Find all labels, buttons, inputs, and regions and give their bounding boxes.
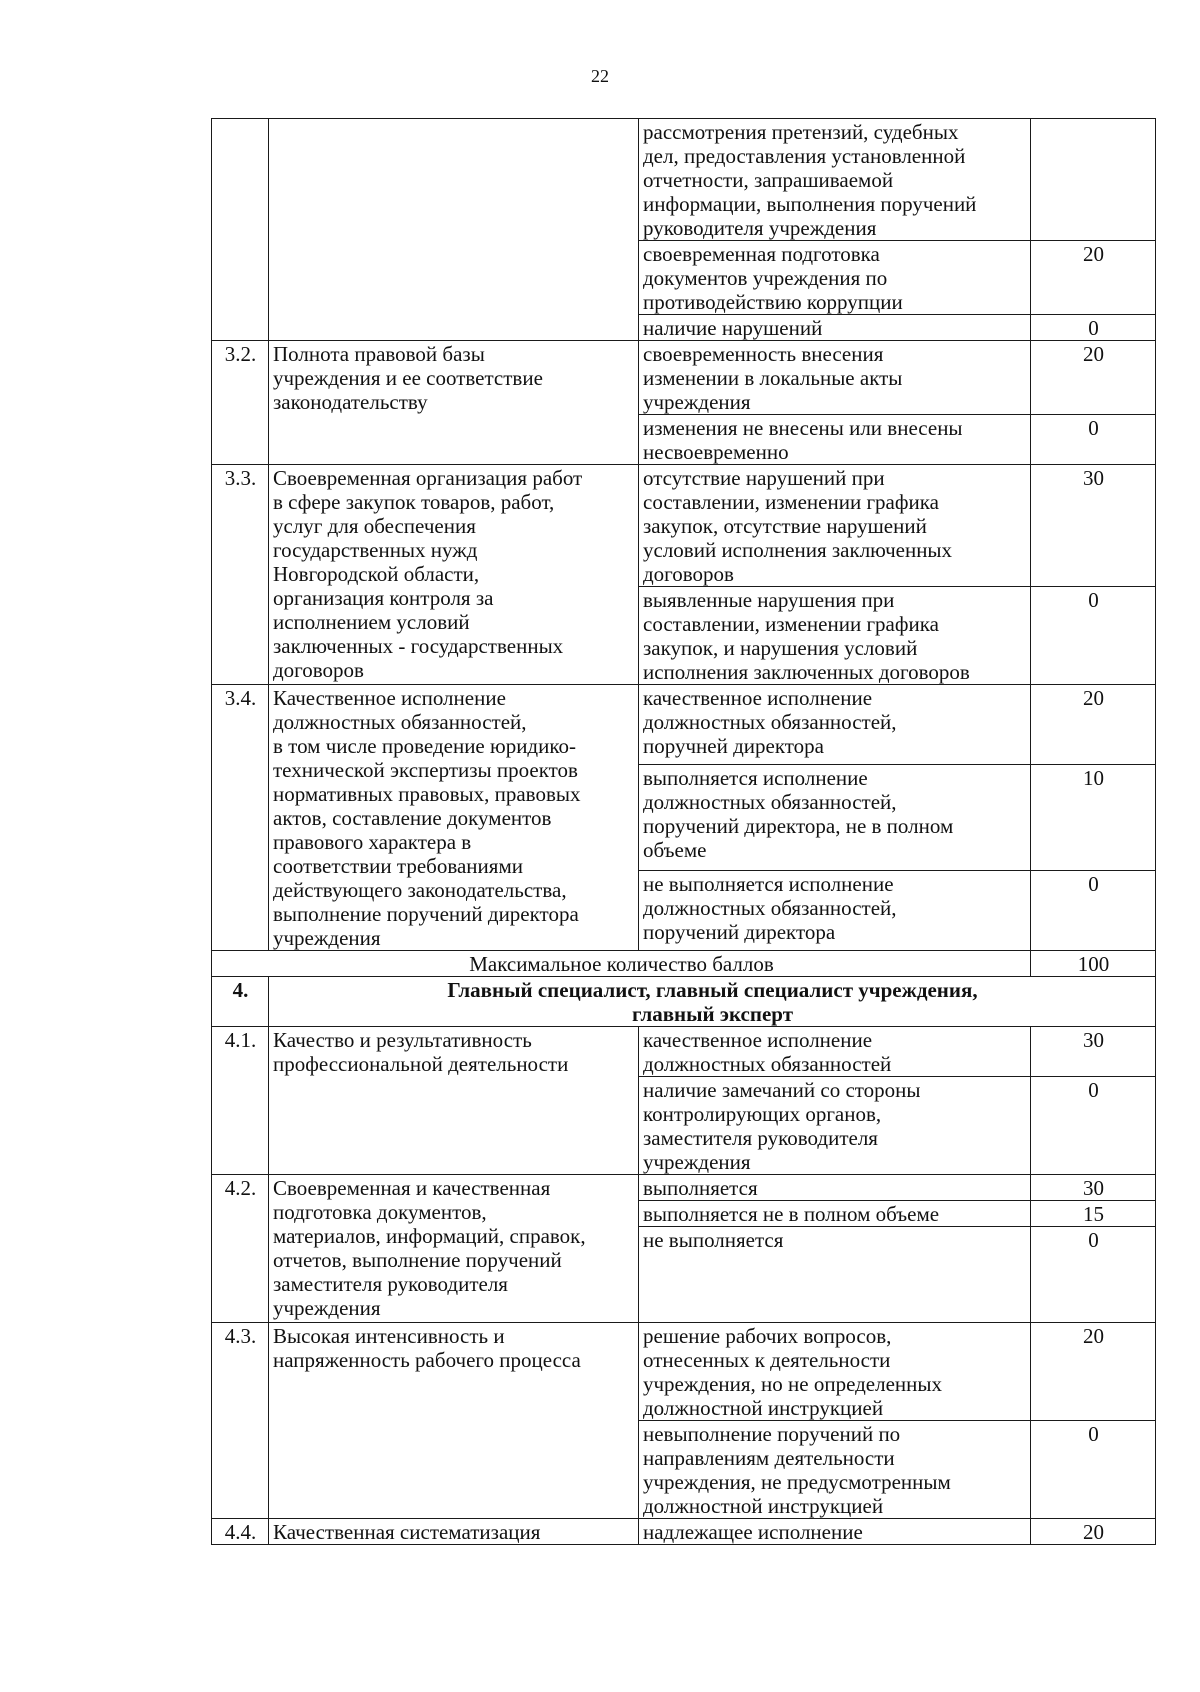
criteria-table — [211, 118, 1156, 1545]
condition-cell: выявленные нарушения при составлении, изменении графика закупок, и нарушения условий исполнения заключенных договоров — [639, 587, 1031, 685]
criterion-cell: Качество и результативность профессиональной деятельности — [269, 1027, 639, 1175]
points-cell: 10 — [1031, 765, 1156, 871]
condition-cell: наличие нарушений — [639, 315, 1031, 341]
condition-cell: выполняется не в полном объеме — [639, 1201, 1031, 1227]
condition-cell: отсутствие нарушений при составлении, изменении графика закупок, отсутствие нарушений условий исполнения заключенных договоров — [639, 465, 1031, 587]
condition-cell: качественное исполнение должностных обязанностей — [639, 1027, 1031, 1077]
table-row — [212, 685, 1156, 765]
points-cell: 30 — [1031, 1175, 1156, 1201]
total-label: Максимальное количество баллов — [212, 951, 1031, 977]
section-header-row — [212, 977, 1156, 1027]
criterion-cell: Качественное исполнение должностных обязанностей, в том числе проведение юридико- технической экспертизы проектов нормативных правовых, правовых актов, составление документов правового характера в соответствии требованиями действующего законодательства, выполнение поручений директора учреждения — [269, 685, 639, 951]
points-cell: 0 — [1031, 1421, 1156, 1519]
row-number-cell: 4.4. — [212, 1519, 269, 1545]
table-row — [212, 119, 1156, 241]
table-row — [212, 465, 1156, 587]
row-number-cell: 4.2. — [212, 1175, 269, 1323]
condition-cell: выполняется — [639, 1175, 1031, 1201]
row-number-cell: 3.2. — [212, 341, 269, 465]
points-cell: 20 — [1031, 1519, 1156, 1545]
criterion-cell: Полнота правовой базы учреждения и ее соответствие законодательству — [269, 341, 639, 465]
condition-cell: рассмотрения претензий, судебных дел, предоставления установленной отчетности, запрашиваемой информации, выполнения поручений руководителя учреждения — [639, 119, 1031, 241]
points-cell: 30 — [1031, 465, 1156, 587]
condition-cell: выполняется исполнение должностных обязанностей, поручений директора, не в полном объеме — [639, 765, 1031, 871]
points-cell: 30 — [1031, 1027, 1156, 1077]
criterion-cell: Своевременная и качественная подготовка документов, материалов, информаций, справок, отчетов, выполнение поручений заместителя руководителя учреждения — [269, 1175, 639, 1323]
points-cell: 20 — [1031, 341, 1156, 415]
table-row — [212, 1519, 1156, 1545]
points-cell: 20 — [1031, 685, 1156, 765]
page-number: 22 — [591, 66, 609, 86]
condition-cell: наличие замечаний со стороны контролирующих органов, заместителя руководителя учреждения — [639, 1077, 1031, 1175]
section-number: 4. — [212, 977, 269, 1027]
table-row — [212, 1323, 1156, 1421]
points-cell: 0 — [1031, 315, 1156, 341]
condition-cell: решение рабочих вопросов, отнесенных к деятельности учреждения, но не определенных должностной инструкцией — [639, 1323, 1031, 1421]
condition-cell: не выполняется — [639, 1227, 1031, 1323]
points-cell: 20 — [1031, 241, 1156, 315]
criterion-cell: Высокая интенсивность и напряженность рабочего процесса — [269, 1323, 639, 1519]
condition-cell: не выполняется исполнение должностных обязанностей, поручений директора — [639, 870, 1031, 950]
table-row — [212, 1175, 1156, 1201]
points-cell: 0 — [1031, 870, 1156, 950]
table-row — [212, 341, 1156, 415]
points-cell: 20 — [1031, 1323, 1156, 1421]
points-cell: 15 — [1031, 1201, 1156, 1227]
criterion-cell: Своевременная организация работ в сфере закупок товаров, работ, услуг для обеспечения государственных нужд Новгородской области, организация контроля за исполнением условий заключенных - государственных договоров — [269, 465, 639, 685]
points-cell — [1031, 119, 1156, 241]
criterion-cell — [269, 119, 639, 341]
points-cell: 0 — [1031, 1077, 1156, 1175]
points-cell: 0 — [1031, 415, 1156, 465]
row-number-cell: 3.3. — [212, 465, 269, 685]
points-cell: 0 — [1031, 1227, 1156, 1323]
condition-cell: изменения не внесены или внесены несвоевременно — [639, 415, 1031, 465]
row-number-cell — [212, 119, 269, 341]
total-row — [212, 951, 1156, 977]
row-number-cell: 4.3. — [212, 1323, 269, 1519]
condition-cell: невыполнение поручений по направлениям деятельности учреждения, не предусмотренным должностной инструкцией — [639, 1421, 1031, 1519]
condition-cell: своевременность внесения изменении в локальные акты учреждения — [639, 341, 1031, 415]
section-title: Главный специалист, главный специалист учреждения, главный эксперт — [269, 977, 1156, 1027]
points-cell: 0 — [1031, 587, 1156, 685]
row-number-cell: 3.4. — [212, 685, 269, 951]
table-row — [212, 1027, 1156, 1077]
total-points: 100 — [1031, 951, 1156, 977]
condition-cell: своевременная подготовка документов учреждения по противодействию коррупции — [639, 241, 1031, 315]
row-number-cell: 4.1. — [212, 1027, 269, 1175]
criterion-cell: Качественная систематизация — [269, 1519, 639, 1545]
condition-cell: надлежащее исполнение — [639, 1519, 1031, 1545]
condition-cell: качественное исполнение должностных обязанностей, поручней директора — [639, 685, 1031, 765]
